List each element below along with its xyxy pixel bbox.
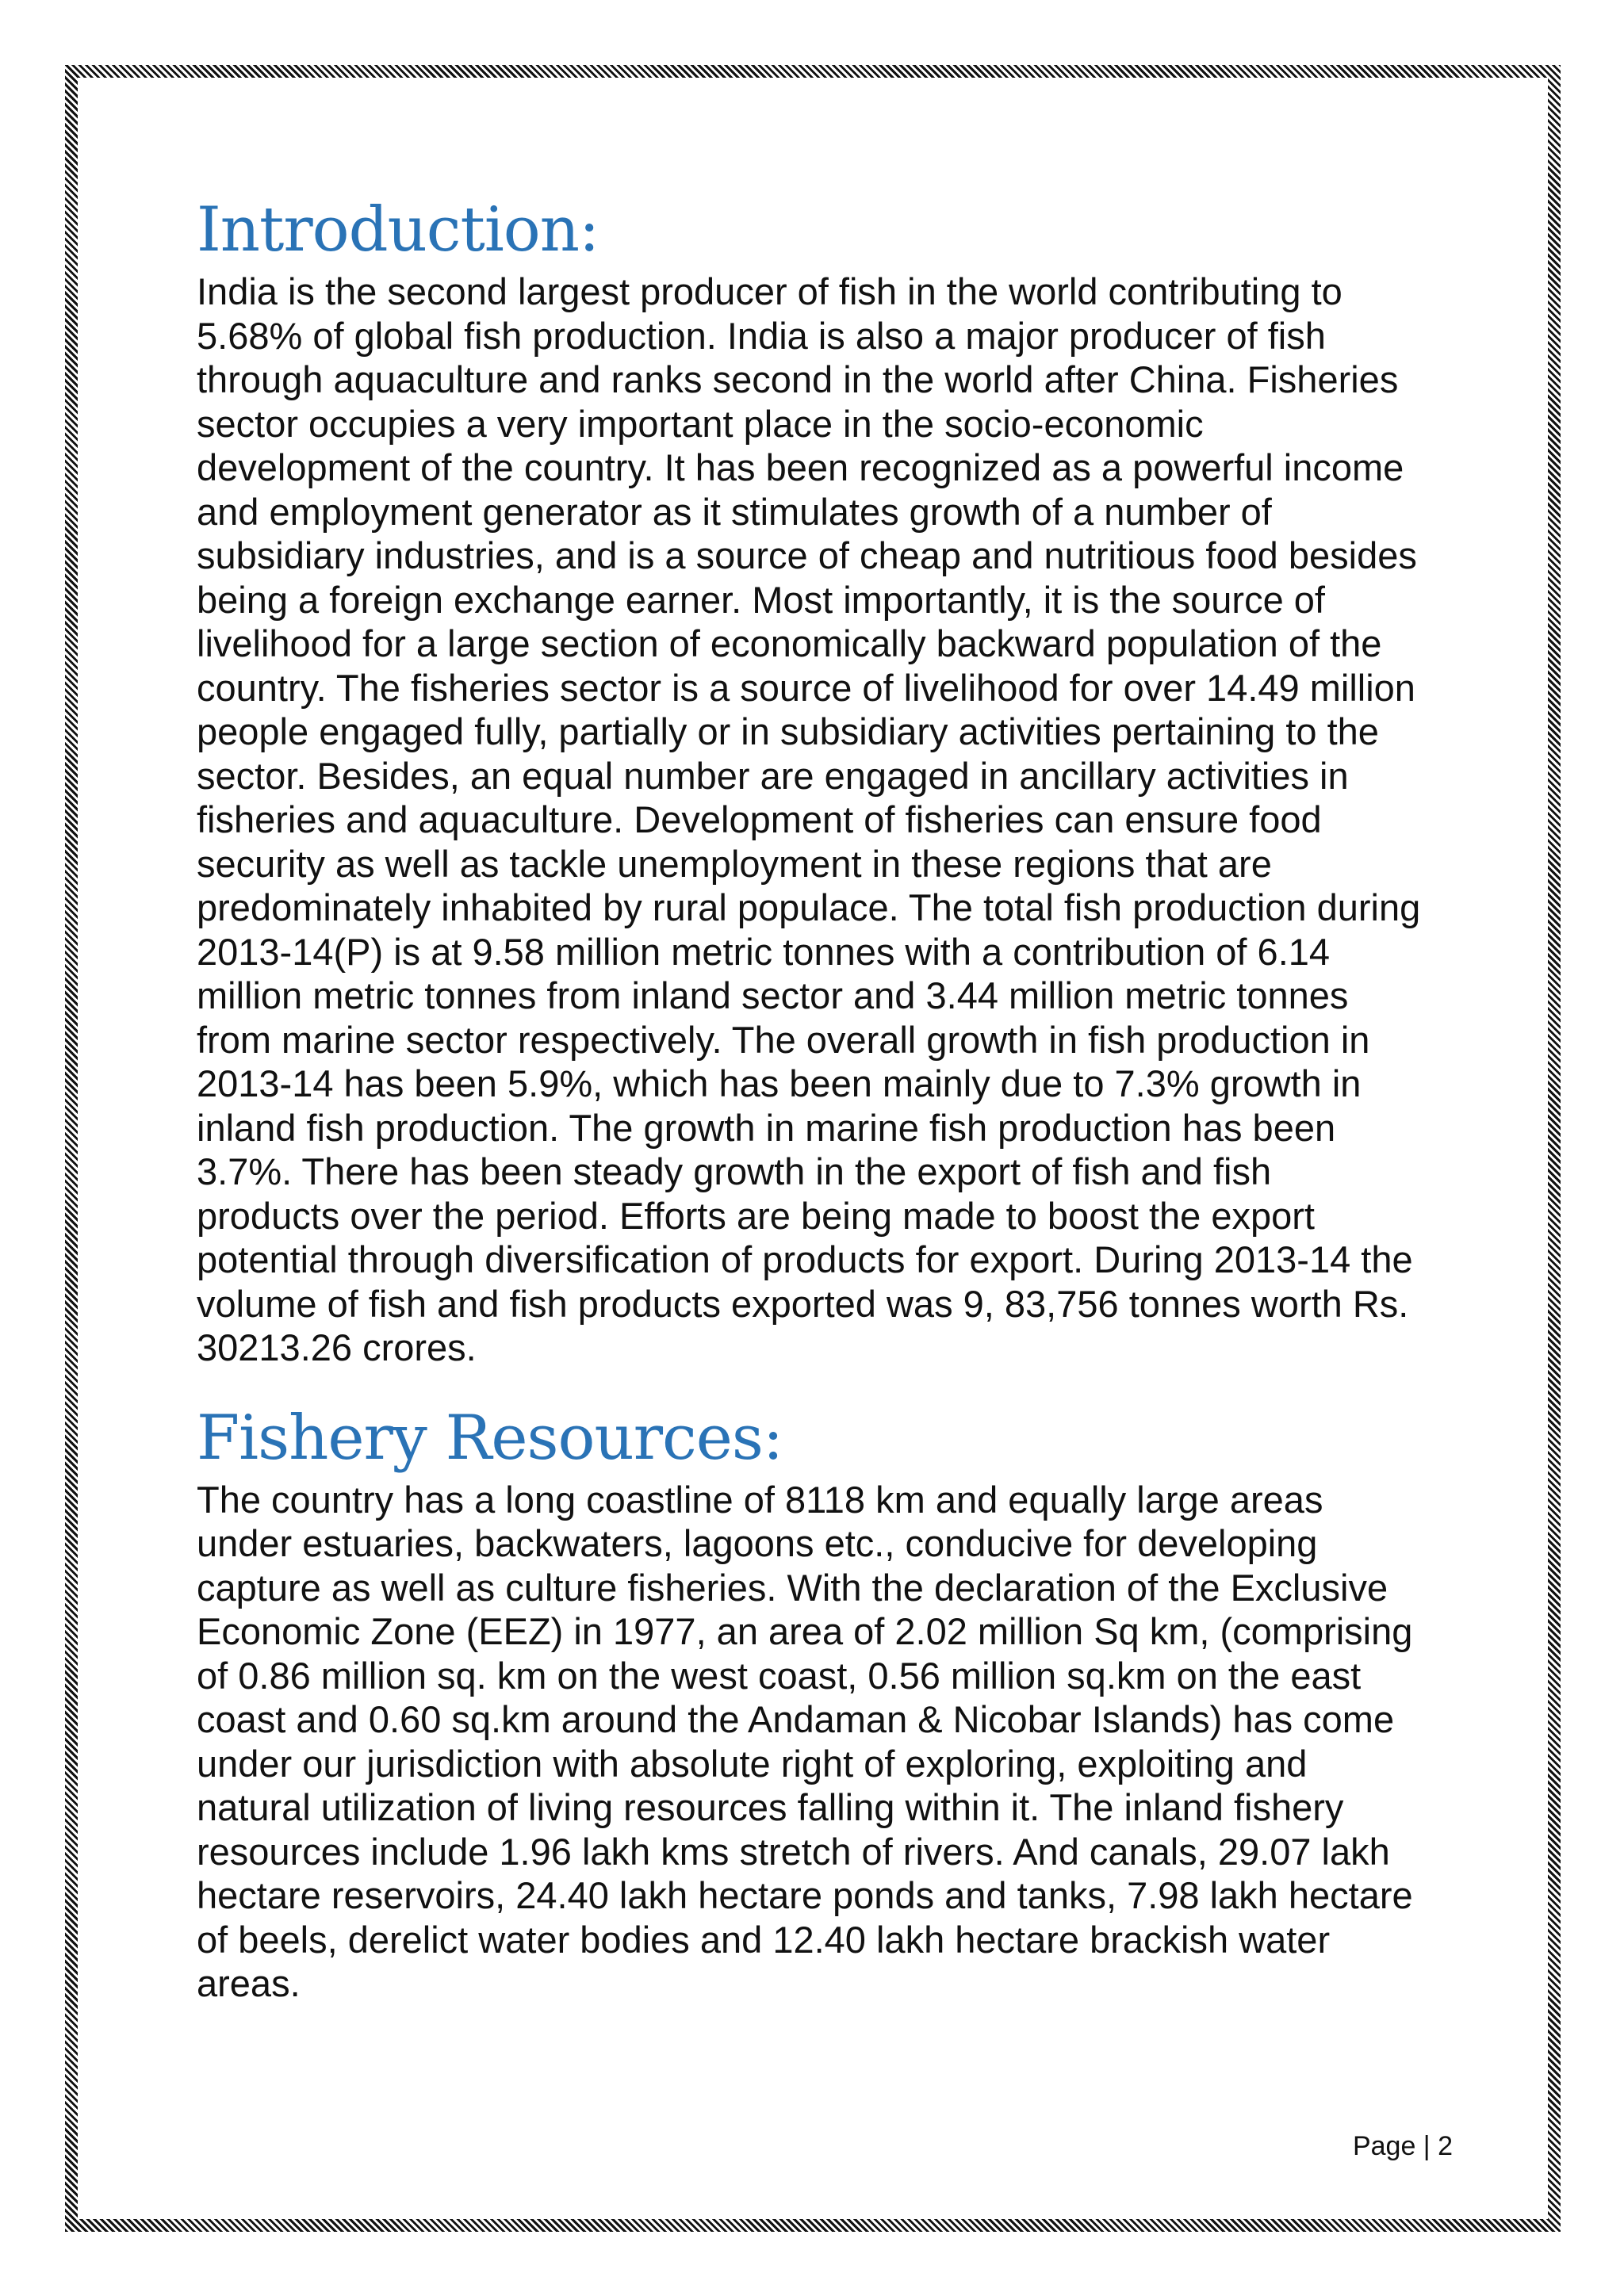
page-number: Page | 2 (1352, 2131, 1453, 2161)
text-line: capture as well as culture fisheries. With the declaration of the Exclusive (197, 1566, 1388, 1609)
text-line: inland fish production. The growth in marine fish production has been (197, 1106, 1336, 1149)
text-line: being a foreign exchange earner. Most importantly, it is the source of (197, 578, 1325, 621)
text-line: resources include 1.96 lakh kms stretch of rivers. And canals, 29.07 lakh (197, 1830, 1390, 1873)
text-line: from marine sector respectively. The overall growth in fish production in (197, 1018, 1370, 1061)
text-line: 2013-14(P) is at 9.58 million metric tonnes with a contribution of 6.14 (197, 930, 1331, 973)
text-line: volume of fish and fish products exported was 9, 83,756 tonnes worth Rs. (197, 1282, 1409, 1325)
text-line: country. The fisheries sector is a source of livelihood for over 14.49 million (197, 666, 1415, 709)
text-line: India is the second largest producer of fish in the world contributing to (197, 270, 1342, 312)
text-line: coast and 0.60 sq.km around the Andaman & Nicobar Islands) has come (197, 1698, 1395, 1740)
fishery-resources-section (197, 1399, 1465, 2006)
introduction-paragraph (197, 270, 1465, 1370)
text-line: subsidiary industries, and is a source of cheap and nutritious food besides (197, 534, 1417, 576)
text-line: sector occupies a very important place in the socio-economic (197, 402, 1204, 445)
fishery-resources-heading: Fishery Resources: (197, 1402, 783, 1474)
text-line: under our jurisdiction with absolute right of exploring, exploiting and (197, 1742, 1308, 1785)
text-line: people engaged fully, partially or in subsidiary activities pertaining to the (197, 710, 1379, 752)
text-line: areas. (197, 1962, 301, 2004)
text-line: sector. Besides, an equal number are engaged in ancillary activities in (197, 754, 1349, 797)
text-line: development of the country. It has been recognized as a powerful income (197, 446, 1404, 488)
text-line: Economic Zone (EEZ) in 1977, an area of 2.02 million Sq km, (comprising (197, 1610, 1413, 1652)
text-line: of beels, derelict water bodies and 12.40 lakh hectare brackish water (197, 1918, 1331, 1961)
text-line: predominately inhabited by rural populace. The total fish production during (197, 886, 1421, 928)
text-line: 5.68% of global fish production. India is also a major producer of fish (197, 314, 1326, 357)
document-body (197, 190, 1465, 2006)
text-line: hectare reservoirs, 24.40 lakh hectare ponds and tanks, 7.98 lakh hectare (197, 1874, 1413, 1916)
introduction-heading: Introduction: (197, 194, 599, 266)
text-line: natural utilization of living resources falling within it. The inland fishery (197, 1786, 1344, 1828)
text-line: 2013-14 has been 5.9%, which has been mainly due to 7.3% growth in (197, 1062, 1362, 1104)
text-line: products over the period. Efforts are being made to boost the export (197, 1194, 1315, 1237)
introduction-section (197, 190, 1465, 1370)
text-line: potential through diversification of products for export. During 2013-14 the (197, 1238, 1413, 1280)
text-line: 3.7%. There has been steady growth in the export of fish and fish (197, 1150, 1272, 1192)
text-line: livelihood for a large section of economically backward population of the (197, 622, 1382, 664)
text-line: fisheries and aquaculture. Development of fisheries can ensure food (197, 798, 1322, 840)
text-line: security as well as tackle unemployment in these regions that are (197, 842, 1272, 885)
text-line: million metric tonnes from inland sector and 3.44 million metric tonnes (197, 974, 1349, 1016)
text-line: of 0.86 million sq. km on the west coast, 0.56 million sq.km on the east (197, 1654, 1362, 1697)
text-line: and employment generator as it stimulates growth of a number of (197, 490, 1272, 533)
section-spacer (197, 1370, 1465, 1399)
text-line: through aquaculture and ranks second in the world after China. Fisheries (197, 358, 1399, 400)
fishery-resources-paragraph (197, 1478, 1465, 2006)
text-line: under estuaries, backwaters, lagoons etc., conducive for developing (197, 1522, 1318, 1564)
text-line: 30213.26 crores. (197, 1326, 477, 1368)
text-line: The country has a long coastline of 8118 km and equally large areas (197, 1478, 1323, 1521)
